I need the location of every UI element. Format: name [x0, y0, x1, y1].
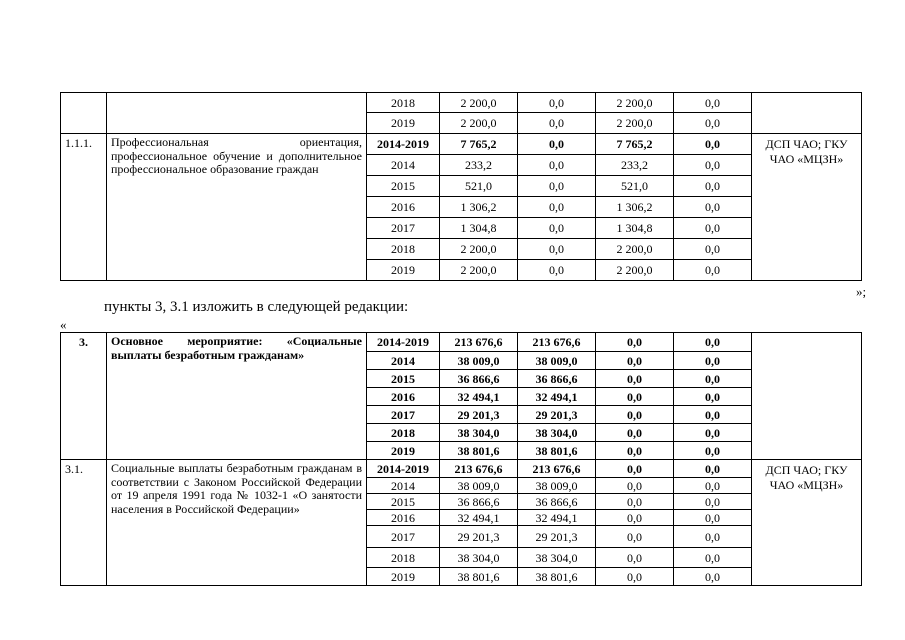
funding-cell: 0,0: [596, 526, 674, 548]
funding-cell: 0,0: [518, 239, 596, 260]
funding-cell: 32 494,1: [518, 510, 596, 526]
executor-cell: [752, 93, 862, 134]
number-cell: [61, 93, 107, 134]
period-cell: 2019: [367, 113, 440, 134]
funding-cell: 0,0: [674, 526, 752, 548]
funding-cell: 0,0: [518, 218, 596, 239]
total-cell: 38 801,6: [440, 568, 518, 586]
funding-cell: 0,0: [596, 370, 674, 388]
funding-cell: 0,0: [674, 155, 752, 176]
funding-cell: 29 201,3: [518, 406, 596, 424]
funding-cell: 2 200,0: [596, 239, 674, 260]
funding-cell: 0,0: [596, 406, 674, 424]
funding-cell: 0,0: [674, 388, 752, 406]
table-row: [61, 460, 862, 478]
funding-cell: 1 304,8: [596, 218, 674, 239]
funding-cell: 0,0: [596, 460, 674, 478]
total-cell: 2 200,0: [440, 113, 518, 134]
funding-cell: 0,0: [518, 197, 596, 218]
total-cell: 1 306,2: [440, 197, 518, 218]
table-row: [61, 134, 862, 155]
period-cell: 2018: [367, 548, 440, 568]
period-cell: 2017: [367, 218, 440, 239]
funding-cell: 38 801,6: [518, 568, 596, 586]
funding-cell: 38 801,6: [518, 442, 596, 460]
total-cell: 36 866,6: [440, 494, 518, 510]
total-cell: 38 304,0: [440, 424, 518, 442]
period-cell: 2015: [367, 494, 440, 510]
funding-cell: 38 304,0: [518, 548, 596, 568]
section-name: Основное мероприятие: «Социальные выплаты безработным гражданам»: [107, 333, 367, 460]
period-cell: 2018: [367, 93, 440, 113]
funding-cell: 0,0: [674, 548, 752, 568]
funding-cell: 0,0: [596, 568, 674, 586]
total-cell: 233,2: [440, 155, 518, 176]
funding-cell: 0,0: [674, 93, 752, 113]
period-cell: 2014-2019: [367, 333, 440, 352]
period-cell: 2017: [367, 526, 440, 548]
period-cell: 2014: [367, 478, 440, 494]
funding-cell: 0,0: [674, 176, 752, 197]
funding-cell: 0,0: [674, 239, 752, 260]
funding-cell: 0,0: [518, 176, 596, 197]
funding-cell: 0,0: [596, 333, 674, 352]
opening-quote: «: [60, 317, 67, 332]
amendment-text: пункты 3, 3.1 изложить в следующей редакции:: [104, 299, 409, 315]
funding-cell: 0,0: [674, 370, 752, 388]
item-name: Профессиональная ориентация, профессиональное обучение и дополнительное профессиональное образование граждан: [107, 134, 367, 281]
section-executor: [752, 333, 862, 460]
funding-cell: 0,0: [674, 197, 752, 218]
total-cell: 32 494,1: [440, 510, 518, 526]
total-cell: 36 866,6: [440, 370, 518, 388]
funding-cell: 0,0: [518, 93, 596, 113]
funding-cell: 29 201,3: [518, 526, 596, 548]
funding-cell: 0,0: [674, 494, 752, 510]
period-cell: 2015: [367, 176, 440, 197]
funding-cell: 0,0: [674, 333, 752, 352]
total-cell: 29 201,3: [440, 526, 518, 548]
funding-cell: 213 676,6: [518, 460, 596, 478]
funding-cell: 213 676,6: [518, 333, 596, 352]
funding-cell: 36 866,6: [518, 370, 596, 388]
funding-cell: 0,0: [596, 424, 674, 442]
funding-cell: 2 200,0: [596, 113, 674, 134]
funding-cell: 0,0: [674, 406, 752, 424]
total-cell: 38 304,0: [440, 548, 518, 568]
funding-cell: 0,0: [674, 218, 752, 239]
total-cell: 2 200,0: [440, 93, 518, 113]
item-number: 3.1.: [61, 460, 107, 586]
funding-cell: 0,0: [674, 424, 752, 442]
total-cell: 29 201,3: [440, 406, 518, 424]
funding-cell: 0,0: [596, 478, 674, 494]
table-row: [61, 333, 862, 352]
total-cell: 2 200,0: [440, 260, 518, 281]
item-executor: ДСП ЧАО; ГКУ ЧАО «МЦЗН»: [752, 134, 862, 281]
funding-cell: 1 306,2: [596, 197, 674, 218]
funding-cell: 0,0: [518, 155, 596, 176]
funding-cell: 0,0: [674, 134, 752, 155]
total-cell: 2 200,0: [440, 239, 518, 260]
total-cell: 213 676,6: [440, 333, 518, 352]
funding-cell: 0,0: [674, 568, 752, 586]
section-number: 3.: [61, 333, 107, 460]
funding-cell: 38 009,0: [518, 478, 596, 494]
period-cell: 2017: [367, 406, 440, 424]
funding-cell: 32 494,1: [518, 388, 596, 406]
funding-cell: 0,0: [596, 510, 674, 526]
total-cell: 38 009,0: [440, 352, 518, 370]
period-cell: 2018: [367, 424, 440, 442]
funding-cell: 0,0: [596, 388, 674, 406]
funding-cell: 0,0: [596, 548, 674, 568]
period-cell: 2014-2019: [367, 460, 440, 478]
closing-quote: »;: [856, 284, 867, 299]
funding-cell: 38 009,0: [518, 352, 596, 370]
funding-cell: 0,0: [518, 134, 596, 155]
item-executor: ДСП ЧАО; ГКУ ЧАО «МЦЗН»: [752, 460, 862, 586]
total-cell: 38 009,0: [440, 478, 518, 494]
funding-cell: 0,0: [518, 113, 596, 134]
total-cell: 7 765,2: [440, 134, 518, 155]
period-cell: 2018: [367, 239, 440, 260]
funding-cell: 0,0: [518, 260, 596, 281]
funding-cell: 7 765,2: [596, 134, 674, 155]
period-cell: 2014: [367, 155, 440, 176]
period-cell: 2014: [367, 352, 440, 370]
funding-cell: 0,0: [674, 442, 752, 460]
program-table-bottom: [60, 332, 862, 586]
program-table-top: [60, 92, 862, 281]
funding-cell: 2 200,0: [596, 260, 674, 281]
period-cell: 2019: [367, 260, 440, 281]
period-cell: 2019: [367, 568, 440, 586]
table-row: [61, 93, 862, 113]
total-cell: 213 676,6: [440, 460, 518, 478]
funding-cell: 0,0: [596, 442, 674, 460]
funding-cell: 38 304,0: [518, 424, 596, 442]
funding-cell: 0,0: [674, 510, 752, 526]
funding-cell: 0,0: [674, 260, 752, 281]
funding-cell: 2 200,0: [596, 93, 674, 113]
item-number: 1.1.1.: [61, 134, 107, 281]
total-cell: 1 304,8: [440, 218, 518, 239]
period-cell: 2014-2019: [367, 134, 440, 155]
period-cell: 2015: [367, 370, 440, 388]
period-cell: 2016: [367, 510, 440, 526]
period-cell: 2016: [367, 197, 440, 218]
item-name: Социальные выплаты безработным гражданам в соответствии с Законом Российской Федерации от 19 апреля 1991 года № 1032-1 «О занятости населения в Российской Федерации»: [107, 460, 367, 586]
funding-cell: 0,0: [674, 113, 752, 134]
total-cell: 521,0: [440, 176, 518, 197]
funding-cell: 0,0: [674, 460, 752, 478]
period-cell: 2019: [367, 442, 440, 460]
total-cell: 32 494,1: [440, 388, 518, 406]
total-cell: 38 801,6: [440, 442, 518, 460]
funding-cell: 0,0: [674, 478, 752, 494]
funding-cell: 521,0: [596, 176, 674, 197]
funding-cell: 0,0: [674, 352, 752, 370]
funding-cell: 0,0: [596, 494, 674, 510]
period-cell: 2016: [367, 388, 440, 406]
funding-cell: 0,0: [596, 352, 674, 370]
name-cell: [107, 93, 367, 134]
funding-cell: 233,2: [596, 155, 674, 176]
funding-cell: 36 866,6: [518, 494, 596, 510]
